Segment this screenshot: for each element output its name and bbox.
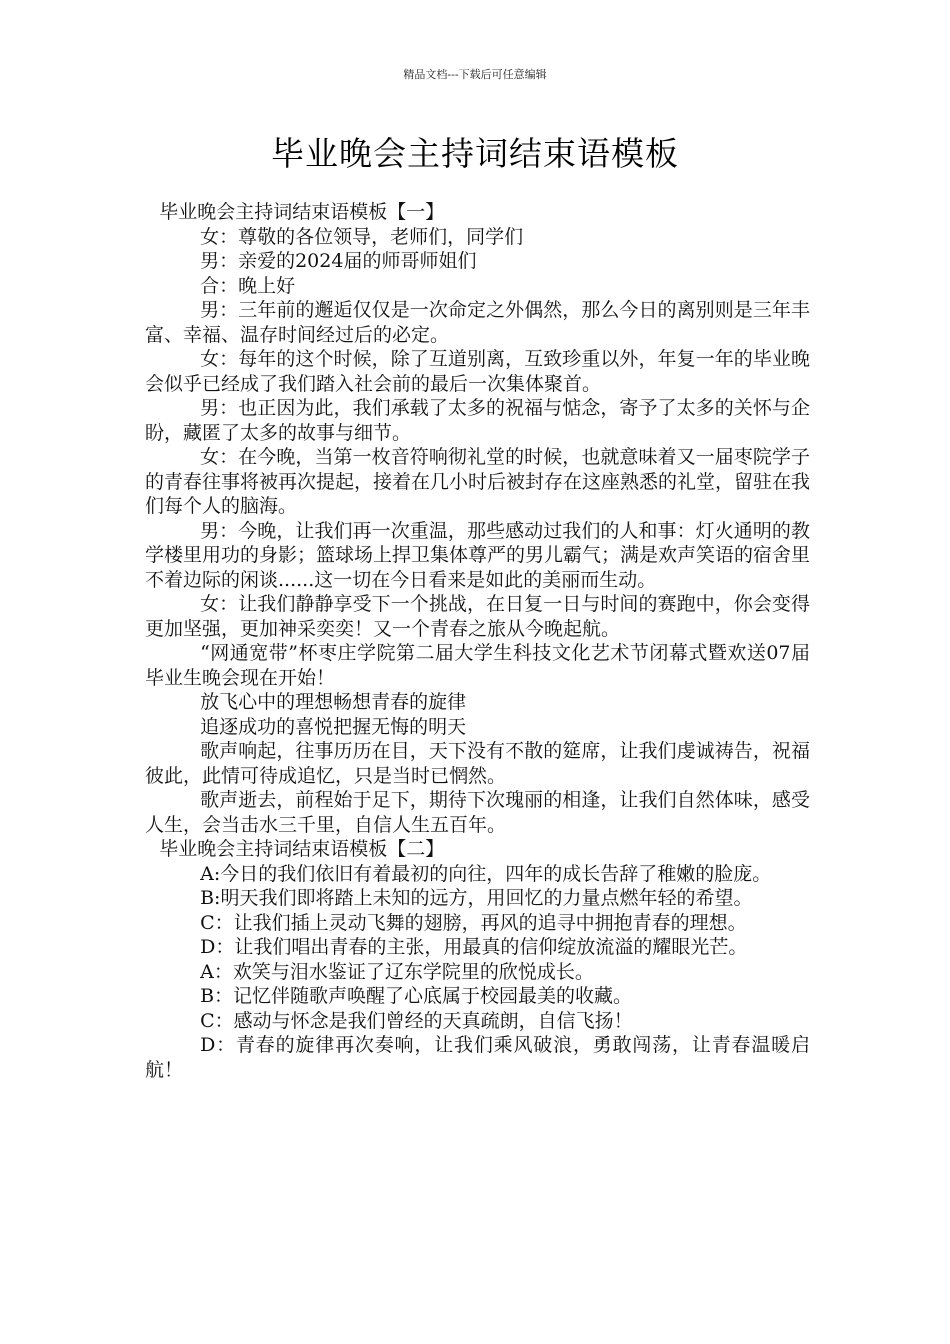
paragraph: “网通宽带”杯枣庄学院第二届大学生科技文化艺术节闭幕式暨欢送07届毕业生晚会现在开始！ bbox=[145, 642, 810, 689]
paragraph: 女：让我们静静享受下一个挑战，在日复一日与时间的赛跑中，你会变得更加坚强，更加神采奕奕！又一个青春之旅从今晚起航。 bbox=[145, 593, 810, 640]
paragraph: 男：亲爱的2024届的师哥师姐们 bbox=[200, 250, 477, 272]
paragraph: 女：在今晚，当第一枚音符响彻礼堂的时候，也就意味着又一届枣院学子的青春往事将被再次提起，接着在几小时后被封存在这座熟悉的礼堂，留驻在我们每个人的脑海。 bbox=[145, 446, 811, 517]
paragraph: A:今日的我们依旧有着最初的向往，四年的成长告辞了稚嫩的脸庞。 bbox=[200, 862, 772, 885]
paragraph: D：青春的旋律再次奏响，让我们乘风破浪，勇敢闯荡，让青春温暖启航！ bbox=[145, 1034, 810, 1081]
paragraph: B:明天我们即将踏上未知的远方，用回忆的力量点燃年轻的希望。 bbox=[200, 887, 753, 909]
paragraph: 歌声响起，往事历历在目，天下没有不散的筵席，让我们虔诚祷告，祝福彼此，此情可待成追忆，只是当时已惘然。 bbox=[145, 740, 810, 787]
paragraph: 放飞心中的理想畅想青春的旋律 bbox=[200, 691, 467, 713]
document-body bbox=[145, 200, 810, 1082]
paragraph: B：记忆伴随歌声唤醒了心底属于校园最美的收藏。 bbox=[200, 985, 633, 1007]
page-header: 精品文档---下载后可任意编辑 bbox=[403, 68, 547, 81]
paragraph: 合：晚上好 bbox=[200, 274, 296, 297]
paragraph: 男：三年前的邂逅仅仅是一次命定之外偶然，那么今日的离别则是三年丰富、幸福、温存时间经过后的必定。 bbox=[145, 299, 810, 346]
paragraph: 男：也正因为此，我们承载了太多的祝福与惦念，寄予了太多的关怀与企盼，藏匿了太多的故事与细节。 bbox=[145, 397, 810, 444]
paragraph: C：让我们插上灵动飞舞的翅膀，再风的追寻中拥抱青春的理想。 bbox=[200, 911, 747, 934]
paragraph: 歌声逝去，前程始于足下，期待下次瑰丽的相逢，让我们自然体味，感受人生，会当击水三千里，自信人生五百年。 bbox=[145, 789, 810, 836]
paragraph: C：感动与怀念是我们曾经的天真疏朗，自信飞扬！ bbox=[200, 1009, 633, 1032]
paragraph: A：欢笑与泪水鉴证了辽东学院里的欣悦成长。 bbox=[200, 960, 594, 983]
section-heading: 毕业晚会主持词结束语模板【二】 bbox=[159, 838, 445, 860]
section-heading: 毕业晚会主持词结束语模板【一】 bbox=[159, 201, 445, 223]
paragraph: 追逐成功的喜悦把握无悔的明天 bbox=[200, 715, 467, 738]
paragraph: 男：今晚，让我们再一次重温，那些感动过我们的人和事：灯火通明的教学楼里用功的身影；篮球场上捍卫集体尊严的男儿霸气；满是欢声笑语的宿舍里不着边际的闲谈......这一切在今日看来是如此的美丽而生动。 bbox=[145, 519, 811, 591]
paragraph: 女：尊敬的各位领导，老师们，同学们 bbox=[200, 225, 524, 248]
paragraph: D：让我们唱出青春的主张，用最真的信仰绽放流溢的耀眼光芒。 bbox=[200, 936, 748, 958]
document-title: 毕业晚会主持词结束语模板 bbox=[271, 134, 679, 173]
paragraph: 女：每年的这个时候，除了互道别离，互致珍重以外，年复一年的毕业晚会似乎已经成了我们踏入社会前的最后一次集体聚首。 bbox=[145, 348, 810, 395]
